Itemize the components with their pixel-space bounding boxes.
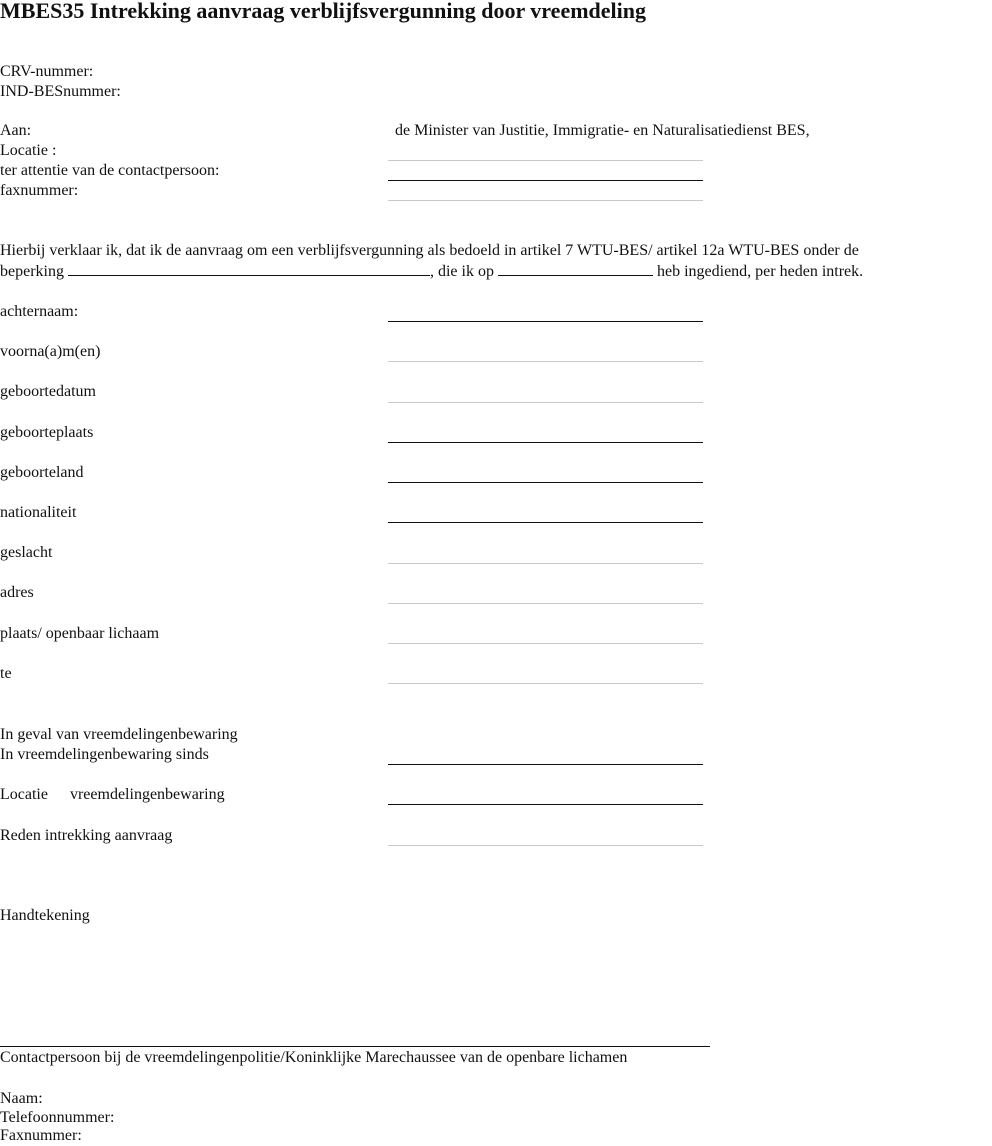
te-label: te xyxy=(0,665,12,682)
locatie-field[interactable] xyxy=(388,160,703,161)
achternaam-field[interactable] xyxy=(388,321,703,322)
contact-telefoon-label: Telefoonnummer: xyxy=(0,1109,115,1126)
geboorteplaats-label: geboorteplaats xyxy=(0,424,94,441)
detention-location-label xyxy=(0,785,225,805)
plaats-label: plaats/ openbaar lichaam xyxy=(0,625,160,642)
contact-fax-label: Faxnummer: xyxy=(0,1127,82,1144)
signature-line[interactable] xyxy=(0,1046,710,1047)
declaration-line-2 xyxy=(0,261,863,282)
adres-field[interactable] xyxy=(388,603,703,604)
detention-location-field[interactable] xyxy=(388,804,703,805)
reden-field[interactable] xyxy=(388,845,703,846)
geboortedatum-label: geboortedatum xyxy=(0,383,96,400)
beperking-field[interactable] xyxy=(68,261,430,276)
locatie-label: Locatie : xyxy=(0,142,57,159)
geboorteland-label: geboorteland xyxy=(0,464,84,481)
ingediend-date-field[interactable] xyxy=(498,261,653,276)
crv-number-label: CRV-nummer: xyxy=(0,63,94,80)
fax-label: faxnummer: xyxy=(0,182,79,199)
voornamen-label: voorna(a)m(en) xyxy=(0,343,101,360)
declaration-line-1: Hierbij verklaar ik, dat ik de aanvraag om een verblijfsvergunning als bedoeld in artikel 7 WTU-BES/ artikel 12a WTU-BES onder de xyxy=(0,242,859,259)
attentie-label: ter attentie van de contactpersoon: xyxy=(0,162,220,179)
detention-location-prefix: Locatie xyxy=(0,786,48,803)
aan-value: de Minister van Justitie, Immigratie- en Naturalisatiedienst BES, xyxy=(395,122,810,139)
declaration-end-text: heb ingediend, per heden intrek. xyxy=(656,263,864,280)
geslacht-label: geslacht xyxy=(0,544,53,561)
achternaam-label: achternaam: xyxy=(0,303,79,320)
detention-heading: In geval van vreemdelingenbewaring xyxy=(0,726,238,743)
reden-label: Reden intrekking aanvraag xyxy=(0,827,173,844)
ind-number-label: IND-BESnummer: xyxy=(0,83,121,100)
nationaliteit-field[interactable] xyxy=(388,522,703,523)
declaration-date-text: , die ik op xyxy=(429,263,494,280)
detention-location-suffix: vreemdelingenbewaring xyxy=(69,786,225,803)
te-field[interactable] xyxy=(388,683,703,684)
signature-label: Handtekening xyxy=(0,907,90,924)
attentie-field[interactable] xyxy=(388,180,703,181)
plaats-field[interactable] xyxy=(388,643,703,644)
geslacht-field[interactable] xyxy=(388,563,703,564)
contact-heading: Contactpersoon bij de vreemdelingenpolitie/Koninklijke Marechaussee van de openbare lichamen xyxy=(0,1049,628,1066)
detention-since-label: In vreemdelingenbewaring sinds xyxy=(0,746,209,763)
voornamen-field[interactable] xyxy=(388,361,703,362)
geboorteland-field[interactable] xyxy=(388,482,703,483)
detention-since-field[interactable] xyxy=(388,764,703,765)
declaration-beperking-text: beperking xyxy=(0,263,64,280)
geboortedatum-field[interactable] xyxy=(388,402,703,403)
adres-label: adres xyxy=(0,584,34,601)
page-title: MBES35 Intrekking aanvraag verblijfsvergunning door vreemdeling xyxy=(0,0,646,23)
fax-field[interactable] xyxy=(388,200,703,201)
contact-naam-label: Naam: xyxy=(0,1090,43,1107)
nationaliteit-label: nationaliteit xyxy=(0,504,77,521)
aan-label: Aan: xyxy=(0,122,32,139)
geboorteplaats-field[interactable] xyxy=(388,442,703,443)
